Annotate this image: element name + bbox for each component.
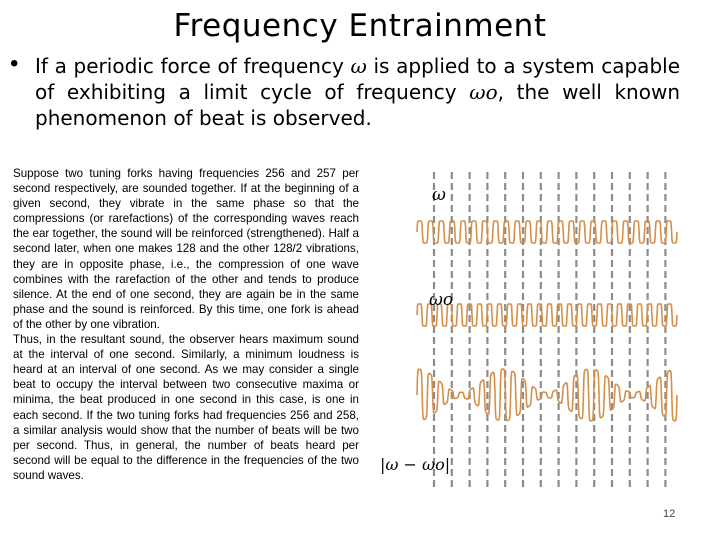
beat-waveform-diagram bbox=[372, 170, 682, 490]
slide-title: Frequency Entrainment bbox=[173, 8, 547, 44]
bullet-part-2: is applied to a system capable of exhibiting a limit cycle of frequency bbox=[35, 54, 680, 104]
waveforms bbox=[417, 221, 677, 421]
bullet-part-3: , the well known phenomenon of beat is observed. bbox=[35, 80, 680, 130]
wave-beat bbox=[417, 369, 677, 421]
bullet-omega: ω bbox=[350, 54, 367, 78]
body-text bbox=[13, 166, 359, 483]
phase-markers bbox=[434, 172, 665, 488]
bullet-part-1: If a periodic force of frequency bbox=[35, 54, 351, 78]
wave-omega-o bbox=[417, 304, 677, 326]
bullet-omega-o: ωo bbox=[469, 80, 498, 104]
body-paragraph-1: Suppose two tuning forks having frequencies 256 and 257 per second respectively, are sounded together. If at the beginning of a given second, they vibrate in the same phase so that the compressions (or rarefactions) of the corresponding waves reach the ear together, the sound will be reinforced (strengthened). Half a second later, when one makes 128 and the other 128/2 vibrations, they are in opposite phase, i.e., the compression of one wave combines with the rarefaction of the other and tends to produce silence. At the end of one second, they are again be in the same phase and the sound is reinforced. By this time, one fork is ahead of the other by one vibration. bbox=[13, 167, 359, 331]
page-number: 12 bbox=[663, 508, 676, 520]
label-omega-o: ωo bbox=[429, 290, 454, 310]
wave-omega bbox=[417, 221, 677, 243]
label-beat-frequency: |ω − ωo| bbox=[380, 455, 451, 474]
body-paragraph-2: Thus, in the resultant sound, the observer hears maximum sound at the interval of one second. Similarly, a minimum loudness is heard at an interval of one second. As we may consider a single beat to occupy the interval between two consecutive maxima or minima, the beat produced in one second in this case, is one in each second. If the two tuning forks had frequencies 256 and 258, a similar analysis would show that the number of beats will be two per second. Thus, in general, the number of beats heard per second will be equal to the difference in the frequencies of the two sound waves. bbox=[13, 333, 359, 482]
label-omega: ω bbox=[432, 185, 446, 205]
bullet-marker: • bbox=[10, 50, 19, 77]
bullet-text bbox=[35, 53, 680, 131]
